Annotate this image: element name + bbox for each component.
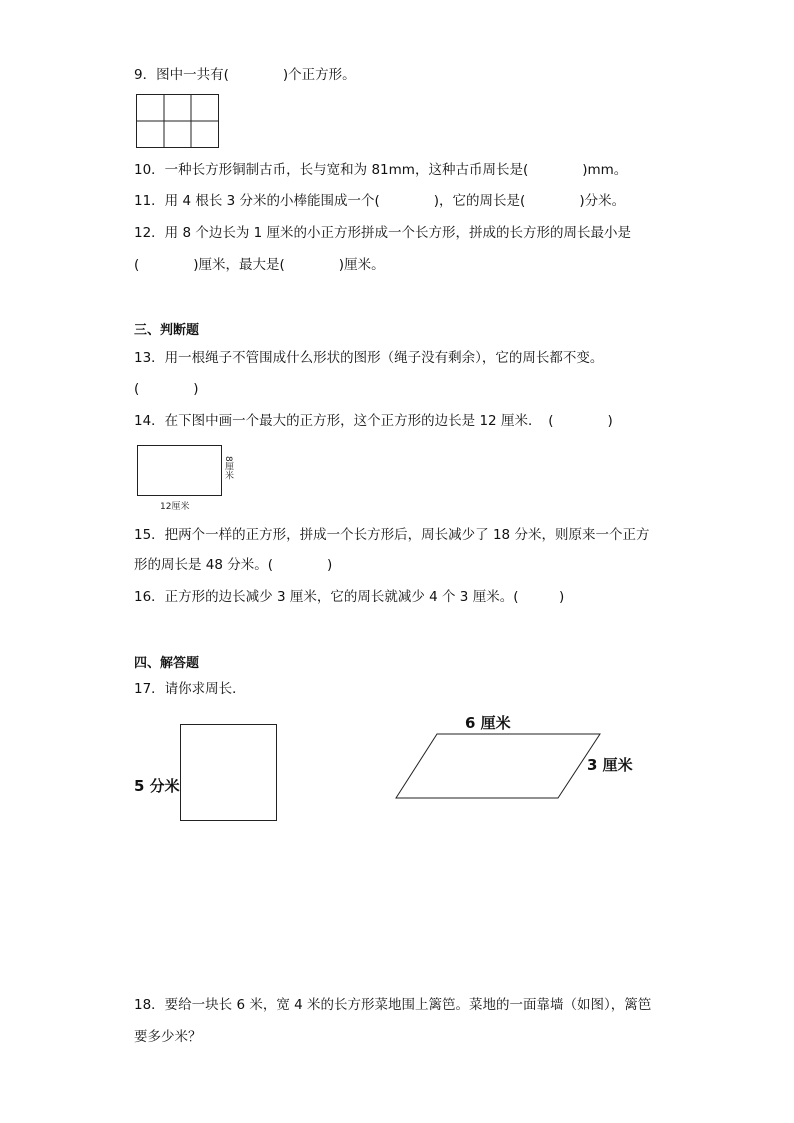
question-18-line-2: 要多少米？: [134, 1029, 202, 1045]
question-16: 16．正方形的边长减少 3 厘米，它的周长就减少 4 个 3 厘米。( ): [134, 589, 565, 605]
rectangle-width-label: 12厘米: [160, 502, 190, 512]
square-side-label: 5 分米: [134, 777, 180, 795]
grid-figure: [136, 94, 220, 148]
question-15-line-1: 15．把两个一样的正方形，拼成一个长方形后，周长减少了 18 分米，则原来一个正方: [134, 527, 650, 543]
rectangle-height-label: 8厘米: [223, 456, 233, 480]
question-15-line-2: 形的周长是 48 分米。( ): [134, 557, 333, 573]
rectangle-figure: [137, 445, 223, 497]
question-10: 10．一种长方形铜制古币，长与宽和为 81mm，这种古币周长是( )mm。: [134, 162, 628, 178]
question-12-line-1: 12．用 8 个边长为 1 厘米的小正方形拼成一个长方形，拼成的长方形的周长最小是: [134, 225, 632, 241]
section-title-solve: 四、解答题: [134, 656, 200, 671]
section-title-judgement: 三、判断题: [134, 323, 200, 338]
parallelogram-figure: [394, 733, 602, 801]
square-figure: [180, 724, 278, 822]
question-11: 11．用 4 根长 3 分米的小棒能围成一个( )，它的周长是( )分米。: [134, 193, 626, 209]
question-9: 9．图中一共有( )个正方形。: [134, 67, 356, 83]
question-17: 17．请你求周长．: [134, 681, 246, 697]
parallelogram-side-label: 3 厘米: [587, 756, 633, 774]
parallelogram-top-label: 6 厘米: [465, 714, 511, 732]
question-13-line-1: 13．用一根绳子不管围成什么形状的图形（绳子没有剩余），它的周长都不变。: [134, 350, 604, 366]
question-12-line-2: ( )厘米，最大是( )厘米。: [134, 257, 385, 273]
question-13-line-2: ( ): [134, 381, 199, 397]
question-14: 14．在下图中画一个最大的正方形，这个正方形的边长是 12 厘米． ( ): [134, 413, 613, 429]
question-18-line-1: 18．要给一块长 6 米，宽 4 米的长方形菜地围上篱笆。菜地的一面靠墙（如图），篱笆: [134, 997, 652, 1013]
